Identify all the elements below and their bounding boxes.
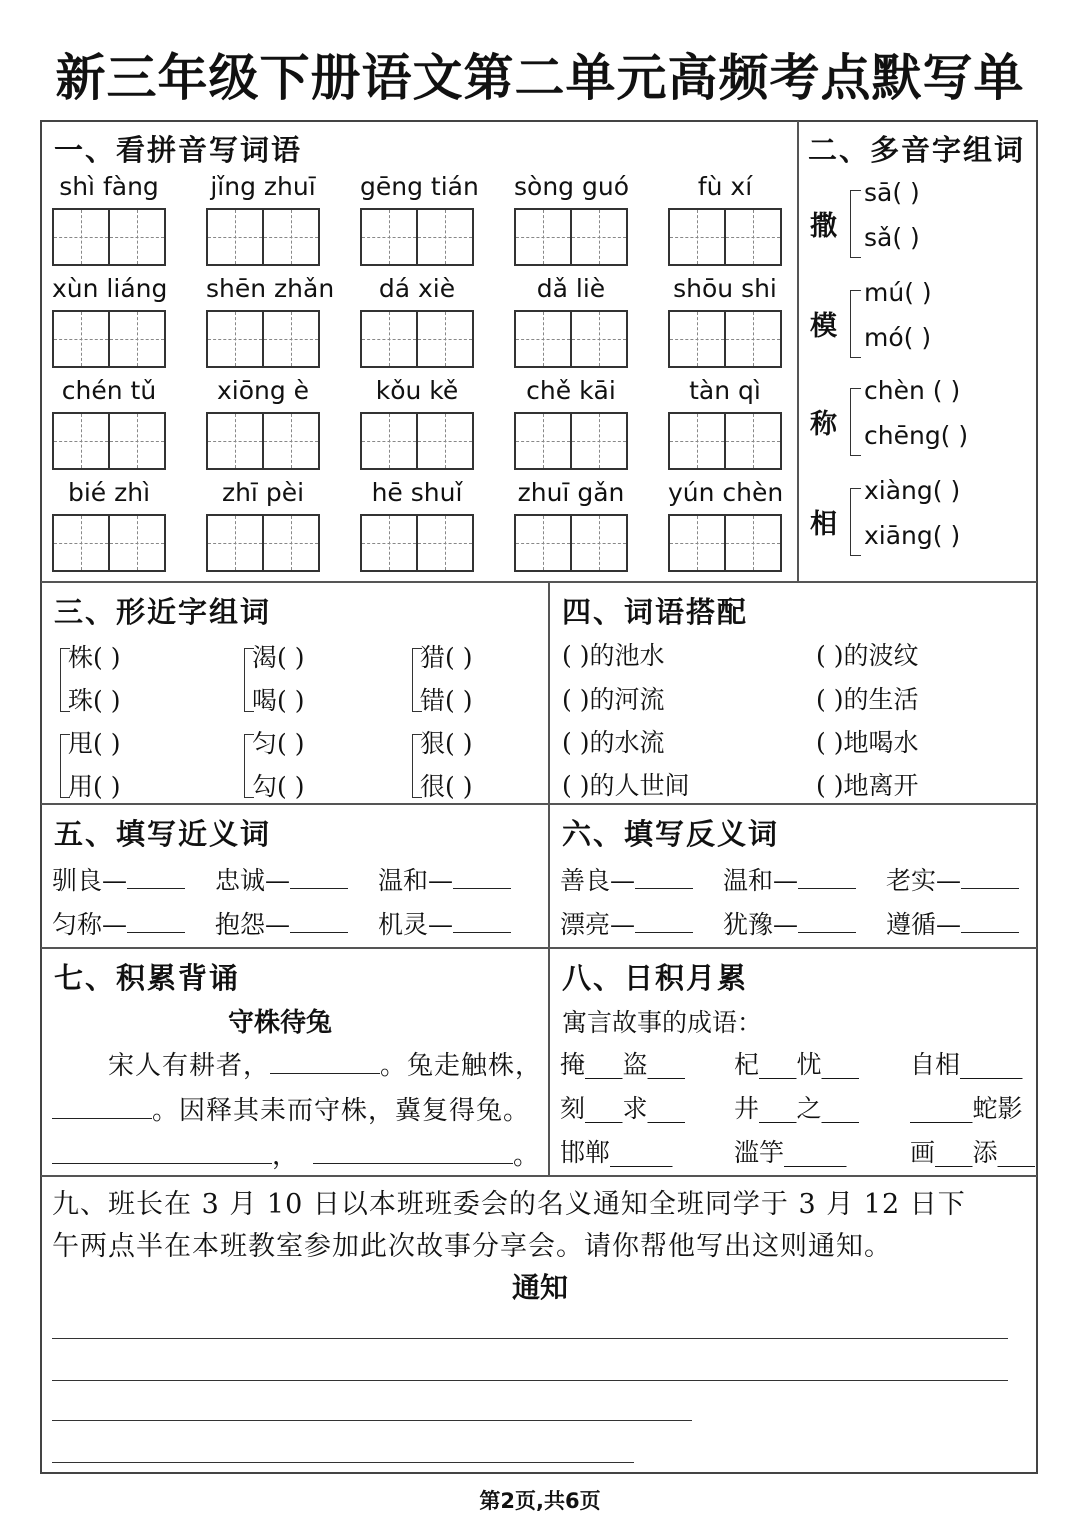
idiom-blank[interactable]: 滥竽_____: [734, 1138, 847, 1167]
writing-grid[interactable]: [52, 310, 166, 368]
polyphone-blank-b[interactable]: sǎ( ): [864, 223, 920, 252]
word-label: 遵循—: [886, 910, 962, 939]
grid-cell[interactable]: [726, 414, 780, 468]
similar-char-blank[interactable]: 喝( ): [252, 686, 305, 715]
writing-grid[interactable]: [360, 514, 474, 572]
writing-grid[interactable]: [52, 412, 166, 470]
poem-line-3a: ，: [272, 1141, 300, 1171]
matching-blank[interactable]: ( )的池水: [562, 641, 665, 670]
grid-cell[interactable]: [516, 516, 572, 570]
page-footer: 第2页,共6页: [479, 1489, 601, 1513]
writing-grid[interactable]: [668, 208, 782, 266]
pinyin-label: jǐng zhuī: [210, 172, 316, 201]
poem-line-2-text: 。因释其耒而守株，冀复得兔。: [152, 1096, 531, 1126]
matching-blank[interactable]: ( )的河流: [562, 685, 665, 714]
idiom-subtitle: 寓言故事的成语：: [562, 1008, 763, 1037]
pinyin-label: yún chèn: [668, 478, 784, 507]
similar-char-blank[interactable]: 甩( ): [68, 729, 121, 758]
answer-blank[interactable]: [290, 912, 348, 933]
grid-cell[interactable]: [726, 210, 780, 264]
poem-blank-4[interactable]: [313, 1143, 513, 1164]
similar-char-blank[interactable]: 猎( ): [420, 643, 473, 672]
matching-blank[interactable]: ( )的波纹: [816, 641, 919, 670]
pinyin-label: hē shuǐ: [371, 478, 463, 507]
writing-grid[interactable]: [52, 514, 166, 572]
word-label: 漂亮—: [560, 910, 636, 939]
grid-cell[interactable]: [208, 516, 264, 570]
pinyin-label: dá xiè: [378, 274, 456, 303]
poem-title: 守株待兔: [228, 1008, 333, 1038]
answer-blank[interactable]: [635, 912, 693, 933]
grid-cell[interactable]: [726, 312, 780, 366]
brace-icon: [850, 190, 861, 258]
idiom-blank[interactable]: 自相_____: [910, 1050, 1023, 1079]
writing-line-2[interactable]: [52, 1380, 1008, 1381]
similar-char-blank[interactable]: 株( ): [68, 643, 121, 672]
writing-grid[interactable]: [514, 412, 628, 470]
idiom-blank[interactable]: 井___之___: [734, 1094, 860, 1123]
answer-blank[interactable]: [127, 868, 185, 889]
similar-char-blank[interactable]: 珠( ): [68, 686, 121, 715]
word-pair: [723, 861, 856, 897]
poem-line-2: [52, 1090, 530, 1127]
pinyin-label: shì fàng: [59, 172, 159, 201]
idiom-blank[interactable]: 画___添___: [910, 1138, 1036, 1167]
pinyin-label: sòng guó: [514, 172, 629, 201]
writing-line-3[interactable]: [52, 1420, 692, 1421]
grid-cell[interactable]: [362, 312, 418, 366]
grid-cell[interactable]: [362, 210, 418, 264]
word-pair: [886, 905, 1019, 941]
brace-icon: [850, 488, 861, 556]
section-5-title: 五、填写近义词: [54, 817, 272, 851]
answer-blank[interactable]: [961, 868, 1019, 889]
poem-blank-2[interactable]: [52, 1098, 152, 1119]
grid-cell[interactable]: [418, 312, 472, 366]
writing-line-4[interactable]: [52, 1462, 634, 1463]
grid-cell[interactable]: [516, 312, 572, 366]
polyphone-blank-a[interactable]: xiàng( ): [864, 476, 961, 505]
grid-cell[interactable]: [264, 414, 318, 468]
divider-s1-s2: [797, 121, 799, 581]
grid-cell[interactable]: [362, 516, 418, 570]
idiom-blank[interactable]: 杞___忧___: [734, 1050, 860, 1079]
grid-cell[interactable]: [418, 516, 472, 570]
grid-cell[interactable]: [670, 414, 726, 468]
word-label: 忠诚—: [215, 866, 291, 895]
pinyin-label: gēng tián: [360, 172, 479, 201]
matching-blank[interactable]: ( )地离开: [816, 771, 919, 800]
pinyin-label: xùn liáng: [52, 274, 168, 303]
word-pair: [215, 861, 348, 897]
grid-cell[interactable]: [110, 516, 164, 570]
grid-cell[interactable]: [516, 210, 572, 264]
divider-row3: [41, 947, 1037, 949]
word-label: 机灵—: [378, 910, 454, 939]
poem-line-1a: 宋人有耕者，: [108, 1051, 271, 1081]
polyphone-blank-b[interactable]: chēng( ): [864, 421, 969, 450]
section-3-title: 三、形近字组词: [54, 595, 272, 629]
pinyin-label: fù xí: [697, 172, 753, 201]
writing-grid[interactable]: [514, 208, 628, 266]
section-1-title: 一、看拼音写词语: [54, 133, 303, 167]
grid-cell[interactable]: [264, 210, 318, 264]
grid-cell[interactable]: [54, 414, 110, 468]
answer-blank[interactable]: [961, 912, 1019, 933]
matching-blank[interactable]: ( )的人世间: [562, 771, 690, 800]
polyphone-blank-a[interactable]: mú( ): [864, 278, 932, 307]
word-label: 匀称—: [52, 910, 128, 939]
matching-blank[interactable]: ( )的生活: [816, 685, 919, 714]
writing-grid[interactable]: [668, 412, 782, 470]
grid-cell[interactable]: [572, 516, 626, 570]
grid-cell[interactable]: [54, 312, 110, 366]
idiom-blank[interactable]: 刻___求___: [560, 1094, 686, 1123]
pinyin-label: shēn zhǎn: [206, 274, 335, 303]
word-pair: [52, 905, 185, 941]
grid-cell[interactable]: [670, 312, 726, 366]
word-pair: [378, 861, 511, 897]
pinyin-label: kǒu kě: [375, 376, 459, 405]
similar-char-blank[interactable]: 狠( ): [420, 729, 473, 758]
grid-cell[interactable]: [110, 414, 164, 468]
similar-char-blank[interactable]: 勾( ): [252, 772, 305, 801]
polyphone-char: 模: [810, 311, 837, 342]
polyphone-blank-a[interactable]: sā( ): [864, 178, 920, 207]
polyphone-char: 相: [810, 509, 837, 540]
poem-blank-1[interactable]: [270, 1053, 380, 1074]
notice-prompt-line-1: 九、班长在 3 月 10 日以本班班委会的名义通知全班同学于 3 月 12 日下: [52, 1189, 966, 1220]
divider-mid-1: [548, 581, 550, 1175]
poem-blank-3[interactable]: [52, 1143, 272, 1164]
polyphone-blank-b[interactable]: xiāng( ): [864, 521, 961, 550]
grid-cell[interactable]: [110, 312, 164, 366]
pinyin-label: bié zhì: [67, 478, 151, 507]
pinyin-label: chě kāi: [526, 376, 616, 405]
divider-row4: [41, 1175, 1037, 1177]
similar-char-blank[interactable]: 很( ): [420, 772, 473, 801]
word-pair: [560, 905, 693, 941]
answer-blank[interactable]: [635, 868, 693, 889]
writing-grid[interactable]: [360, 412, 474, 470]
similar-char-blank[interactable]: 错( ): [420, 686, 473, 715]
word-pair: [886, 861, 1019, 897]
pinyin-label: dǎ liè: [536, 274, 606, 303]
section-8-title: 八、日积月累: [562, 961, 749, 995]
grid-cell[interactable]: [572, 414, 626, 468]
answer-blank[interactable]: [798, 868, 856, 889]
polyphone-blank-b[interactable]: mó( ): [864, 323, 932, 352]
pinyin-label: shōu shi: [673, 274, 777, 303]
grid-cell[interactable]: [54, 516, 110, 570]
word-label: 驯良—: [52, 866, 128, 895]
poem-line-1: [108, 1045, 542, 1082]
word-label: 抱怨—: [215, 910, 291, 939]
poem-line-3b: 。: [513, 1141, 541, 1171]
similar-char-blank[interactable]: 渴( ): [252, 643, 305, 672]
word-label: 犹豫—: [723, 910, 799, 939]
writing-grid[interactable]: [52, 208, 166, 266]
brace-icon: [850, 388, 861, 456]
poem-line-3: [52, 1135, 540, 1172]
word-pair: [378, 905, 511, 941]
polyphone-char: 称: [810, 409, 837, 440]
answer-blank[interactable]: [798, 912, 856, 933]
similar-char-blank[interactable]: 用( ): [68, 772, 121, 801]
writing-line-1[interactable]: [52, 1338, 1008, 1339]
grid-cell[interactable]: [362, 414, 418, 468]
word-pair: [215, 905, 348, 941]
grid-cell[interactable]: [264, 516, 318, 570]
pinyin-label: zhuī gǎn: [517, 478, 625, 507]
grid-cell[interactable]: [670, 516, 726, 570]
answer-blank[interactable]: [290, 868, 348, 889]
writing-grid[interactable]: [668, 310, 782, 368]
matching-blank[interactable]: ( )地喝水: [816, 728, 919, 757]
word-pair: [52, 861, 185, 897]
writing-grid[interactable]: [514, 514, 628, 572]
grid-cell[interactable]: [670, 210, 726, 264]
idiom-blank[interactable]: _____蛇影: [910, 1094, 1023, 1123]
answer-blank[interactable]: [453, 868, 511, 889]
poem-line-1b: 。兔走触株，: [380, 1051, 543, 1081]
writing-grid[interactable]: [206, 412, 320, 470]
writing-grid[interactable]: [668, 514, 782, 572]
pinyin-label: chén tǔ: [61, 376, 157, 405]
grid-cell[interactable]: [572, 210, 626, 264]
word-pair: [723, 905, 856, 941]
writing-grid[interactable]: [360, 310, 474, 368]
page-title: 新三年级下册语文第二单元高频考点默写单: [55, 48, 1025, 107]
grid-cell[interactable]: [264, 312, 318, 366]
section-6-title: 六、填写反义词: [562, 817, 780, 851]
writing-grid[interactable]: [360, 208, 474, 266]
matching-blank[interactable]: ( )的水流: [562, 728, 665, 757]
answer-blank[interactable]: [453, 912, 511, 933]
grid-cell[interactable]: [208, 210, 264, 264]
pinyin-label: tàn qì: [689, 376, 761, 405]
notice-heading: 通知: [511, 1271, 568, 1304]
pinyin-label: xiōng è: [216, 376, 310, 405]
word-label: 老实—: [886, 866, 962, 895]
grid-cell[interactable]: [418, 414, 472, 468]
divider-row2: [41, 803, 1037, 805]
polyphone-char: 撒: [810, 211, 837, 242]
grid-cell[interactable]: [54, 210, 110, 264]
grid-cell[interactable]: [516, 414, 572, 468]
word-label: 善良—: [560, 866, 636, 895]
idiom-blank[interactable]: 掩___盗___: [560, 1050, 686, 1079]
writing-grid[interactable]: [206, 310, 320, 368]
pinyin-label: zhī pèi: [221, 478, 305, 507]
word-pair: [560, 861, 693, 897]
polyphone-blank-a[interactable]: chèn ( ): [864, 376, 961, 405]
section-4-title: 四、词语搭配: [562, 595, 749, 629]
section-2-title: 二、多音字组词: [808, 133, 1026, 167]
word-label: 温和—: [723, 866, 799, 895]
grid-cell[interactable]: [208, 414, 264, 468]
notice-prompt-line-2: 午两点半在本班教室参加此次故事分享会。请你帮他写出这则通知。: [52, 1231, 892, 1262]
grid-cell[interactable]: [726, 516, 780, 570]
brace-icon: [850, 290, 861, 358]
grid-cell[interactable]: [572, 312, 626, 366]
answer-blank[interactable]: [127, 912, 185, 933]
writing-grid[interactable]: [206, 514, 320, 572]
section-7-title: 七、积累背诵: [54, 961, 241, 995]
grid-cell[interactable]: [208, 312, 264, 366]
grid-cell[interactable]: [418, 210, 472, 264]
grid-cell[interactable]: [110, 210, 164, 264]
writing-grid[interactable]: [514, 310, 628, 368]
idiom-blank[interactable]: 邯郸_____: [560, 1138, 673, 1167]
word-label: 温和—: [378, 866, 454, 895]
writing-grid[interactable]: [206, 208, 320, 266]
divider-row1: [41, 581, 1037, 583]
similar-char-blank[interactable]: 匀( ): [252, 729, 305, 758]
